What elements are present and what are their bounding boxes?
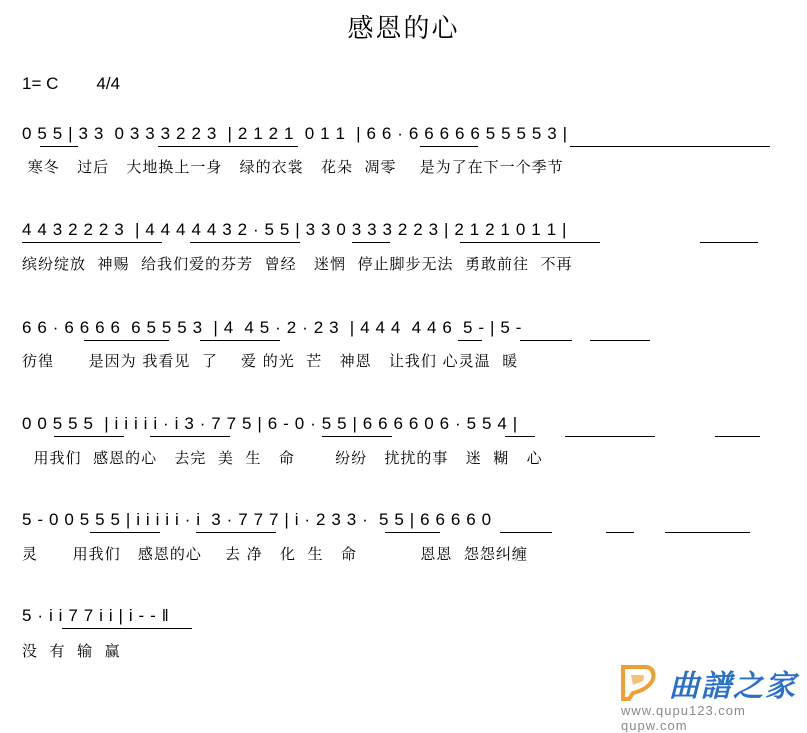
watermark-name: 曲譜之家 [669, 669, 797, 704]
underline [458, 340, 482, 341]
watermark-url [621, 703, 801, 733]
site-watermark [611, 657, 801, 733]
notation-line-3: 6 6 · 6 6 6 6 6 5 5 5 3 | 4 4 5 · 2 · 2 3 | 4 4 4 4 4 6 5 - | 5 - [22, 318, 522, 337]
underline [90, 532, 160, 533]
lyrics-line-6: 没 有 输 赢 [22, 642, 121, 660]
lyrics-line-2: 缤纷绽放 神赐 给我们爱的芬芳 曾经 迷惘 停止脚步无法 勇敢前往 不再 [22, 255, 573, 273]
score-title: 感恩的心 [347, 14, 460, 44]
time-signature: 4/4 [96, 74, 121, 93]
lyrics-line-4: 用我们 感恩的心 去完 美 生 命 纷纷 扰扰的事 迷 糊 心 [22, 449, 543, 467]
underline [200, 340, 280, 341]
underline [665, 532, 750, 533]
score-meta [22, 74, 158, 94]
notation-line-4: 0 0 5 5 5 | i i i i i · i 3 · 7 7 5 | 6 - 0 · 5 5 | 6 6 6 6 0 6 · 5 5 4 | [22, 414, 518, 433]
key-signature: 1= C [22, 74, 59, 93]
logo-mark-icon [619, 663, 659, 701]
underline [590, 340, 650, 341]
watermark-url-1: www.qupu123.com [621, 703, 746, 718]
underline [565, 436, 655, 437]
underline [322, 436, 392, 437]
underline [715, 436, 760, 437]
underline [570, 146, 770, 147]
notation-line-2: 4 4 3 2 2 2 3 | 4 4 4 4 4 3 2 · 5 5 | 3 3 0 3 3 3 2 2 3 | 2 1 2 1 0 1 1 | [22, 220, 568, 239]
underline [158, 146, 298, 147]
underline [22, 242, 162, 243]
underline [700, 242, 758, 243]
lyrics-line-3: 彷徨 是因为 我看见 了 爱 的光 芒 神恩 让我们 心灵温 暖 [22, 352, 519, 370]
underline [40, 146, 78, 147]
underline [352, 242, 390, 243]
underline [520, 340, 572, 341]
underline [150, 436, 230, 437]
underline [190, 242, 300, 243]
notation-line-5: 5 - 0 0 5 5 5 | i i i i i · i 3 · 7 7 7 | i · 2 3 3 · 5 5 | 6 6 6 6 0 [22, 510, 492, 529]
underline [500, 532, 552, 533]
lyrics-line-5: 灵 用我们 感恩的心 去 净 化 生 命 恩恩 怨怨纠缠 [22, 545, 528, 563]
underline [385, 532, 440, 533]
underline [84, 340, 169, 341]
underline [460, 242, 600, 243]
lyrics-line-1: 寒冬 过后 大地换上一身 绿的衣裳 花朵 凋零 是为了在下一个季节 [22, 158, 564, 176]
underline [196, 532, 276, 533]
notation-line-1: 0 5 5 | 3 3 0 3 3 3 2 2 3 | 2 1 2 1 0 1 1 | 6 6 · 6 6 6 6 6 5 5 5 5 3 | [22, 124, 568, 143]
notation-line-6: 5 · i i 7 7 i i | i - - ‖ [22, 606, 170, 625]
underline [54, 436, 124, 437]
underline [62, 628, 192, 629]
underline [505, 436, 535, 437]
underline [606, 532, 634, 533]
watermark-url-2: qupw.com [621, 718, 688, 733]
underline [420, 146, 478, 147]
